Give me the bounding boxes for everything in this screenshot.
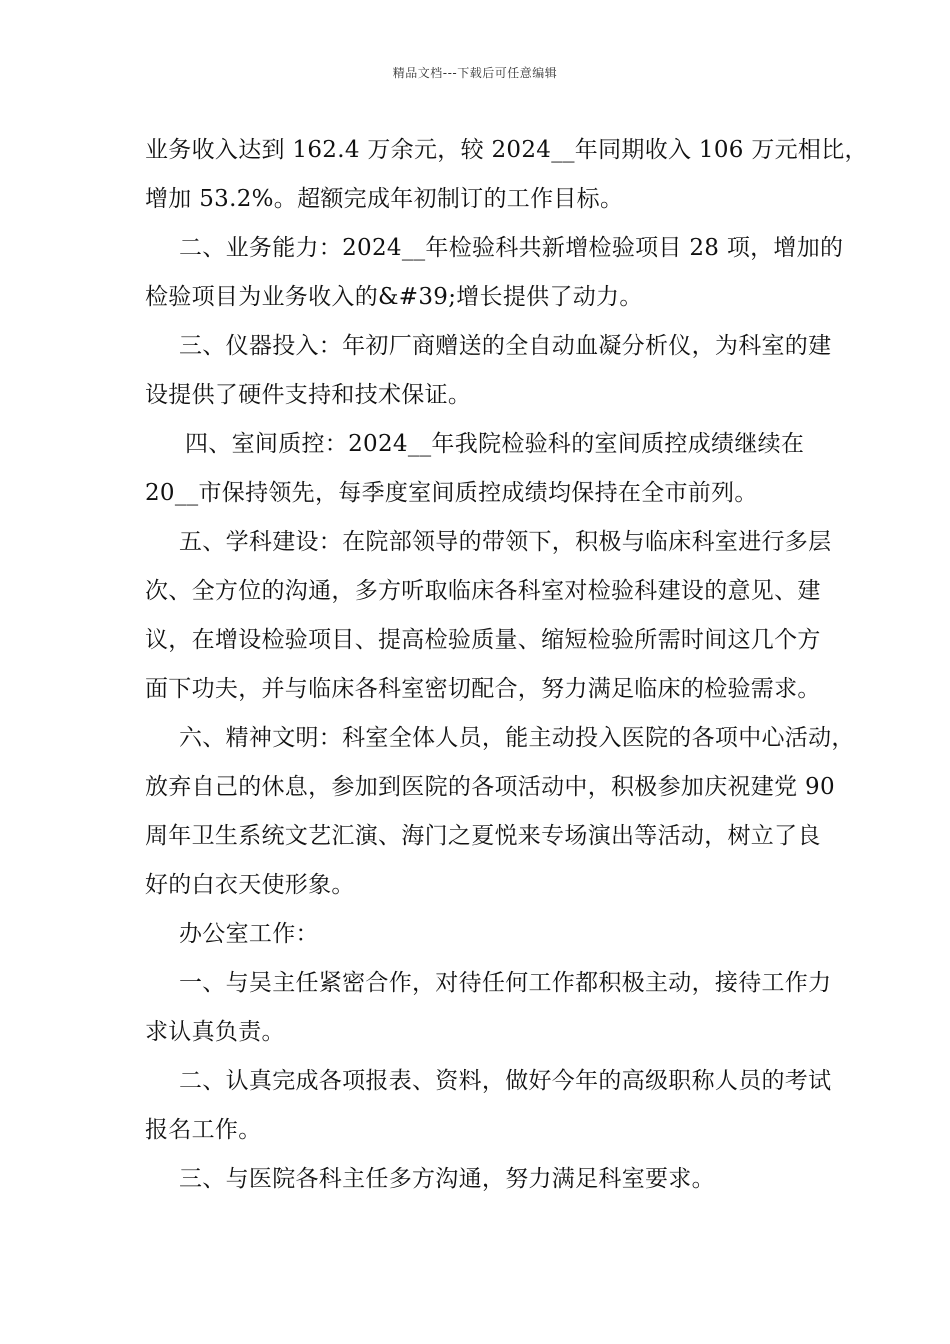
paragraph xyxy=(145,322,832,420)
paragraph xyxy=(145,420,810,518)
paragraph xyxy=(145,224,844,322)
text-line: 求认真负责。 xyxy=(145,1019,285,1045)
text-line: 三、与医院各科主任多方沟通，努力满足科室要求。 xyxy=(179,1166,715,1192)
text-line: 一、与吴主任紧密合作，对待任何工作都积极主动，接待工作力 xyxy=(179,970,832,996)
text-line: 放弃自己的休息，参加到医院的各项活动中，积极参加庆祝建党 90 xyxy=(145,774,835,800)
text-line: 20__市保持领先，每季度室间质控成绩均保持在全市前列。 xyxy=(145,480,758,506)
text-line: 设提供了硬件支持和技术保证。 xyxy=(145,382,472,408)
text-line: 二、认真完成各项报表、资料，做好今年的高级职称人员的考试 xyxy=(179,1068,832,1094)
paragraph xyxy=(145,1155,810,1204)
section-heading xyxy=(145,910,810,959)
text-line: 增加 53.2%。超额完成年初制订的工作目标。 xyxy=(145,186,624,212)
text-line: 报名工作。 xyxy=(145,1117,262,1143)
text-line: 次、全方位的沟通，多方听取临床各科室对检验科建设的意见、建 xyxy=(145,578,821,604)
page-header: 精品文档---下载后可任意编辑 xyxy=(392,66,558,80)
text-line: 好的白衣天使形象。 xyxy=(145,872,355,898)
text-line: 周年卫生系统文艺汇演、海门之夏悦来专场演出等活动，树立了良 xyxy=(145,823,821,849)
paragraph xyxy=(145,714,855,910)
text-line: 议，在增设检验项目、提高检验质量、缩短检验所需时间这几个方 xyxy=(145,627,821,653)
paragraph xyxy=(145,518,832,714)
text-line: 业务收入达到 162.4 万余元，较 2024__年同期收入 106 万元相比， xyxy=(145,137,868,163)
text-line: 五、学科建设：在院部领导的带领下，积极与临床科室进行多层 xyxy=(179,529,832,555)
text-line: 面下功夫，并与临床各科室密切配合，努力满足临床的检验需求。 xyxy=(145,676,821,702)
paragraph xyxy=(145,126,868,224)
text-line: 四、室间质控：2024__年我院检验科的室间质控成绩继续在 xyxy=(185,431,805,457)
text-line: 办公室工作： xyxy=(179,921,319,947)
paragraph xyxy=(145,959,832,1057)
document-body xyxy=(145,126,868,1204)
text-line: 六、精神文明：科室全体人员，能主动投入医院的各项中心活动， xyxy=(179,725,855,751)
text-line: 二、业务能力：2024__年检验科共新增检验项目 28 项，增加的 xyxy=(179,235,844,261)
paragraph xyxy=(145,1057,832,1155)
text-line: 检验项目为业务收入的&#39;增长提供了动力。 xyxy=(145,284,643,310)
text-line: 三、仪器投入：年初厂商赠送的全自动血凝分析仪，为科室的建 xyxy=(179,333,832,359)
